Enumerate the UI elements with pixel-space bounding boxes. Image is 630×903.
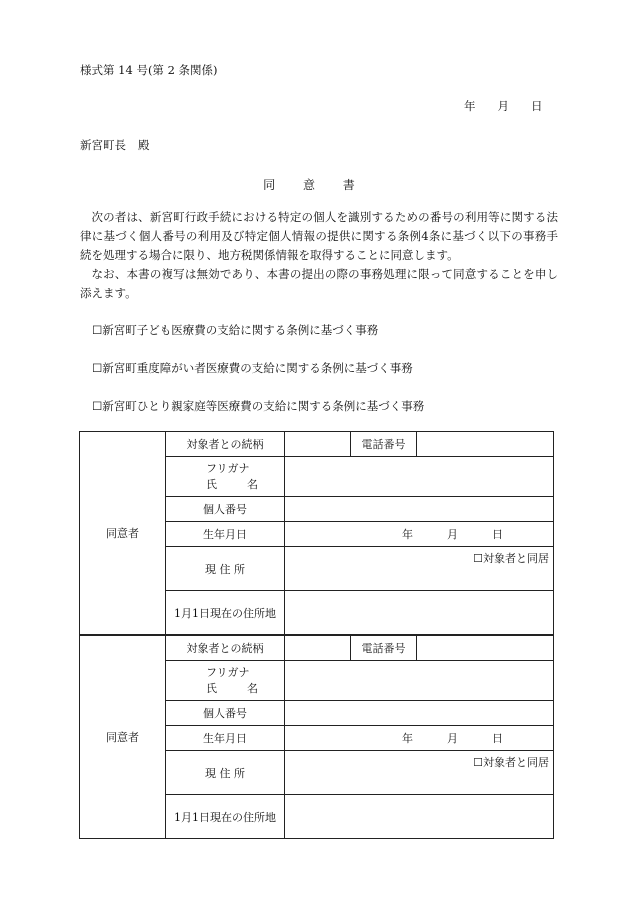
form-number: 様式第 14 号(第 2 条関係) [80, 63, 218, 77]
address-label: 現 住 所 [166, 547, 285, 591]
birthdate-field[interactable] [285, 726, 554, 751]
relation-field[interactable] [285, 636, 351, 661]
addressee-name: 新宮町長 [80, 138, 126, 152]
mynumber-field[interactable] [285, 701, 554, 726]
name-field[interactable] [285, 457, 554, 497]
birthdate-label: 生年月日 [166, 522, 285, 547]
jan1-address-field[interactable] [285, 795, 554, 839]
date-line [464, 98, 543, 114]
addressee-suffix: 殿 [138, 138, 150, 152]
address-field[interactable] [285, 751, 554, 795]
birth-month: 月 [447, 732, 458, 745]
consenter-table-1 [79, 431, 554, 635]
phone-field[interactable] [417, 636, 554, 661]
birth-month: 月 [447, 528, 458, 541]
same-as-target-checkbox[interactable]: ☐対象者と同居 [473, 552, 549, 565]
relation-label: 対象者との続柄 [166, 636, 285, 661]
birth-day: 日 [492, 528, 503, 541]
jan1-address-label: 1月1日現在の住所地 [166, 591, 285, 635]
same-as-target-checkbox[interactable]: ☐対象者と同居 [473, 756, 549, 769]
name-label-1: 氏 [206, 477, 217, 491]
consenter-table-2 [79, 635, 554, 839]
birth-day: 日 [492, 732, 503, 745]
relation-field[interactable] [285, 432, 351, 457]
checkbox-disability-medical[interactable]: ☐新宮町重度障がい者医療費の支給に関する条例に基づく事務 [92, 361, 413, 375]
relation-label: 対象者との続柄 [166, 432, 285, 457]
mynumber-field[interactable] [285, 497, 554, 522]
mynumber-label: 個人番号 [166, 497, 285, 522]
name-label-1: 氏 [206, 681, 217, 695]
name-label-2: 名 [247, 681, 258, 695]
address-label: 現 住 所 [166, 751, 285, 795]
date-day: 日 [531, 99, 543, 113]
consenter-label: 同意者 [80, 432, 166, 635]
consent-paragraph-2: なお、本書の複写は無効であり、本書の提出の際の事務処理に限って同意することを申し添えます。 [80, 267, 558, 300]
phone-label: 電話番号 [351, 432, 417, 457]
document-title: 同 意 書 [263, 178, 367, 192]
consent-paragraph-1: 次の者は、新宮町行政手続における特定の個人を識別するための番号の利用等に関する法律に基づく個人番号の利用及び特定個人情報の提供に関する条例4条に基づく以下の事務手続を処理する場合に限り、地方税関係情報を取得することに同意します。 [80, 210, 558, 262]
jan1-address-label: 1月1日現在の住所地 [166, 795, 285, 839]
addressee [80, 137, 150, 153]
phone-field[interactable] [417, 432, 554, 457]
furigana-label: フリガナ [206, 461, 250, 475]
consenter-label: 同意者 [80, 636, 166, 839]
name-label-2: 名 [247, 477, 258, 491]
name-field[interactable] [285, 661, 554, 701]
date-month: 月 [497, 99, 509, 113]
name-label [166, 661, 285, 701]
address-field[interactable] [285, 547, 554, 591]
mynumber-label: 個人番号 [166, 701, 285, 726]
birthdate-label: 生年月日 [166, 726, 285, 751]
consent-statement [80, 208, 558, 303]
checkbox-child-medical[interactable]: ☐新宮町子ども医療費の支給に関する条例に基づく事務 [92, 323, 379, 337]
name-label [166, 457, 285, 497]
birth-year: 年 [402, 732, 413, 745]
checkbox-single-parent-medical[interactable]: ☐新宮町ひとり親家庭等医療費の支給に関する条例に基づく事務 [92, 399, 425, 413]
date-year: 年 [464, 99, 476, 113]
birth-year: 年 [402, 528, 413, 541]
phone-label: 電話番号 [351, 636, 417, 661]
furigana-label: フリガナ [206, 665, 250, 679]
birthdate-field[interactable] [285, 522, 554, 547]
jan1-address-field[interactable] [285, 591, 554, 635]
